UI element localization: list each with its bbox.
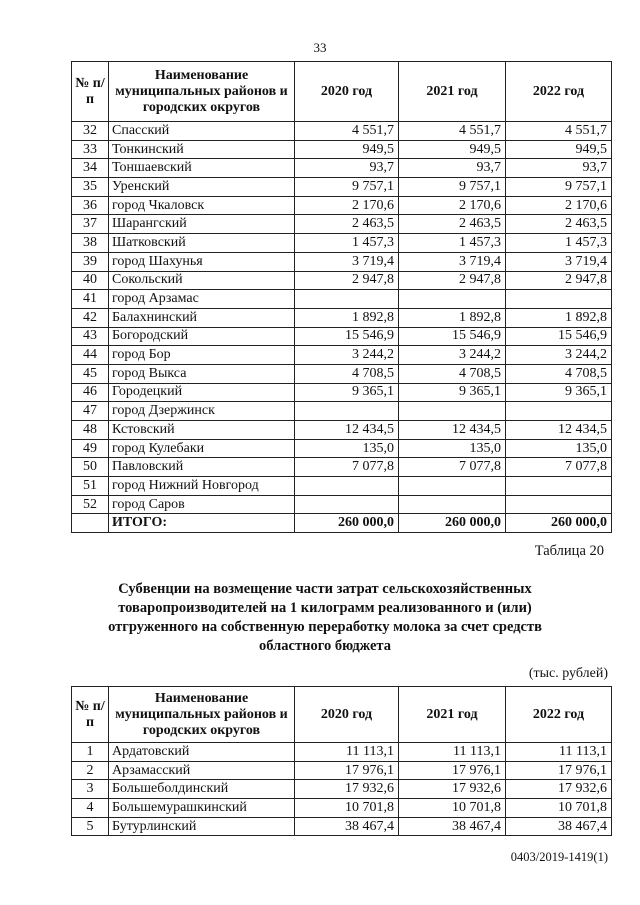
row-value-2022: 93,7 bbox=[506, 159, 612, 178]
row-value-2022: 2 463,5 bbox=[506, 215, 612, 234]
row-value-2020: 2 463,5 bbox=[295, 215, 399, 234]
table-row bbox=[72, 402, 612, 421]
row-value-2022: 38 467,4 bbox=[506, 817, 612, 836]
total-number-cell bbox=[72, 514, 109, 533]
row-value-2020: 2 947,8 bbox=[295, 271, 399, 290]
row-value-2022: 9 757,1 bbox=[506, 178, 612, 197]
row-name: Шатковский bbox=[109, 234, 295, 253]
row-value-2020: 1 892,8 bbox=[295, 308, 399, 327]
row-number: 48 bbox=[72, 421, 109, 440]
row-value-2021: 2 463,5 bbox=[399, 215, 506, 234]
row-value-2020: 3 719,4 bbox=[295, 252, 399, 271]
row-name: город Нижний Новгород bbox=[109, 477, 295, 496]
row-value-2022: 17 932,6 bbox=[506, 780, 612, 799]
table-row bbox=[72, 308, 612, 327]
row-value-2020: 93,7 bbox=[295, 159, 399, 178]
row-value-2020: 17 932,6 bbox=[295, 780, 399, 799]
total-row bbox=[72, 514, 612, 533]
row-number: 37 bbox=[72, 215, 109, 234]
subsidy-table-continued bbox=[71, 61, 612, 533]
row-number: 42 bbox=[72, 308, 109, 327]
row-number: 1 bbox=[72, 743, 109, 762]
table-row bbox=[72, 799, 612, 818]
row-value-2020 bbox=[295, 290, 399, 309]
row-value-2022: 11 113,1 bbox=[506, 743, 612, 762]
row-value-2022: 3 244,2 bbox=[506, 346, 612, 365]
table-row bbox=[72, 234, 612, 253]
row-number: 34 bbox=[72, 159, 109, 178]
row-value-2021: 10 701,8 bbox=[399, 799, 506, 818]
row-value-2022: 135,0 bbox=[506, 439, 612, 458]
unit-label: (тыс. рублей) bbox=[528, 666, 608, 681]
row-value-2022: 15 546,9 bbox=[506, 327, 612, 346]
row-value-2021: 4 708,5 bbox=[399, 364, 506, 383]
row-value-2021: 17 976,1 bbox=[399, 761, 506, 780]
row-number: 40 bbox=[72, 271, 109, 290]
row-value-2022: 2 170,6 bbox=[506, 196, 612, 215]
row-value-2020: 9 757,1 bbox=[295, 178, 399, 197]
row-value-2020: 10 701,8 bbox=[295, 799, 399, 818]
row-number: 36 bbox=[72, 196, 109, 215]
table-row bbox=[72, 159, 612, 178]
row-name: город Арзамас bbox=[109, 290, 295, 309]
header-number: № п/п bbox=[72, 62, 109, 122]
row-value-2020 bbox=[295, 402, 399, 421]
row-value-2020: 4 551,7 bbox=[295, 122, 399, 141]
row-value-2022: 12 434,5 bbox=[506, 421, 612, 440]
table-row bbox=[72, 252, 612, 271]
row-name: Кстовский bbox=[109, 421, 295, 440]
row-number: 38 bbox=[72, 234, 109, 253]
document-code: 0403/2019-1419(1) bbox=[510, 850, 608, 864]
row-name: город Бор bbox=[109, 346, 295, 365]
row-value-2022 bbox=[506, 402, 612, 421]
row-name: Арзамасский bbox=[109, 761, 295, 780]
row-value-2021: 4 551,7 bbox=[399, 122, 506, 141]
row-value-2020: 2 170,6 bbox=[295, 196, 399, 215]
row-value-2020 bbox=[295, 495, 399, 514]
table-row bbox=[72, 383, 612, 402]
row-value-2021: 9 757,1 bbox=[399, 178, 506, 197]
row-value-2020 bbox=[295, 477, 399, 496]
header-2021: 2021 год bbox=[399, 62, 506, 122]
row-value-2020: 4 708,5 bbox=[295, 364, 399, 383]
table-row bbox=[72, 215, 612, 234]
table-row bbox=[72, 817, 612, 836]
table-row bbox=[72, 196, 612, 215]
row-value-2020: 135,0 bbox=[295, 439, 399, 458]
header-2021: 2021 год bbox=[399, 687, 506, 743]
row-name: Тоншаевский bbox=[109, 159, 295, 178]
row-value-2022: 4 551,7 bbox=[506, 122, 612, 141]
row-name: город Кулебаки bbox=[109, 439, 295, 458]
row-value-2020: 7 077,8 bbox=[295, 458, 399, 477]
row-number: 2 bbox=[72, 761, 109, 780]
row-name: город Чкаловск bbox=[109, 196, 295, 215]
row-value-2022: 4 708,5 bbox=[506, 364, 612, 383]
header-name: Наименование муниципальных районов и городских округов bbox=[109, 62, 295, 122]
header-2020: 2020 год bbox=[295, 687, 399, 743]
table-row bbox=[72, 290, 612, 309]
table-row bbox=[72, 743, 612, 762]
row-number: 52 bbox=[72, 495, 109, 514]
row-value-2022: 17 976,1 bbox=[506, 761, 612, 780]
row-name: Богородский bbox=[109, 327, 295, 346]
row-name: Тонкинский bbox=[109, 140, 295, 159]
table-row bbox=[72, 761, 612, 780]
row-name: Сокольский bbox=[109, 271, 295, 290]
table-row bbox=[72, 439, 612, 458]
row-value-2021: 1 892,8 bbox=[399, 308, 506, 327]
total-label: ИТОГО: bbox=[109, 514, 295, 533]
row-value-2022 bbox=[506, 290, 612, 309]
row-name: город Шахунья bbox=[109, 252, 295, 271]
row-number: 49 bbox=[72, 439, 109, 458]
row-name: город Выкса bbox=[109, 364, 295, 383]
total-2022: 260 000,0 bbox=[506, 514, 612, 533]
row-name: Балахнинский bbox=[109, 308, 295, 327]
row-name: город Дзержинск bbox=[109, 402, 295, 421]
row-value-2020: 11 113,1 bbox=[295, 743, 399, 762]
table-row bbox=[72, 780, 612, 799]
row-value-2021 bbox=[399, 477, 506, 496]
table-header-row bbox=[72, 62, 612, 122]
row-value-2020: 17 976,1 bbox=[295, 761, 399, 780]
header-2022: 2022 год bbox=[506, 62, 612, 122]
header-2020: 2020 год bbox=[295, 62, 399, 122]
row-value-2021: 93,7 bbox=[399, 159, 506, 178]
row-number: 33 bbox=[72, 140, 109, 159]
row-value-2021: 7 077,8 bbox=[399, 458, 506, 477]
row-value-2021: 3 719,4 bbox=[399, 252, 506, 271]
row-name: Ардатовский bbox=[109, 743, 295, 762]
row-value-2022: 949,5 bbox=[506, 140, 612, 159]
row-name: Шарангский bbox=[109, 215, 295, 234]
table-row bbox=[72, 122, 612, 141]
row-value-2020: 9 365,1 bbox=[295, 383, 399, 402]
table-row bbox=[72, 421, 612, 440]
row-number: 39 bbox=[72, 252, 109, 271]
row-number: 5 bbox=[72, 817, 109, 836]
row-value-2021 bbox=[399, 495, 506, 514]
row-name: Большемурашкинский bbox=[109, 799, 295, 818]
row-value-2021 bbox=[399, 290, 506, 309]
table-row bbox=[72, 495, 612, 514]
row-value-2022: 2 947,8 bbox=[506, 271, 612, 290]
row-value-2022 bbox=[506, 477, 612, 496]
row-value-2021: 17 932,6 bbox=[399, 780, 506, 799]
row-value-2021: 15 546,9 bbox=[399, 327, 506, 346]
row-value-2020: 38 467,4 bbox=[295, 817, 399, 836]
row-value-2021: 9 365,1 bbox=[399, 383, 506, 402]
header-2022: 2022 год bbox=[506, 687, 612, 743]
header-number: № п/п bbox=[72, 687, 109, 743]
row-value-2020: 3 244,2 bbox=[295, 346, 399, 365]
row-value-2021: 1 457,3 bbox=[399, 234, 506, 253]
row-name: Большеболдинский bbox=[109, 780, 295, 799]
row-value-2021 bbox=[399, 402, 506, 421]
header-name: Наименование муниципальных районов и городских округов bbox=[109, 687, 295, 743]
row-name: город Саров bbox=[109, 495, 295, 514]
row-number: 47 bbox=[72, 402, 109, 421]
row-value-2021: 135,0 bbox=[399, 439, 506, 458]
table-row bbox=[72, 364, 612, 383]
row-number: 44 bbox=[72, 346, 109, 365]
table-row bbox=[72, 458, 612, 477]
page-number: 33 bbox=[313, 40, 327, 55]
table-row bbox=[72, 477, 612, 496]
row-value-2022 bbox=[506, 495, 612, 514]
row-value-2021: 11 113,1 bbox=[399, 743, 506, 762]
row-value-2020: 12 434,5 bbox=[295, 421, 399, 440]
row-value-2022: 9 365,1 bbox=[506, 383, 612, 402]
row-value-2022: 1 892,8 bbox=[506, 308, 612, 327]
row-number: 41 bbox=[72, 290, 109, 309]
row-value-2021: 2 947,8 bbox=[399, 271, 506, 290]
row-number: 4 bbox=[72, 799, 109, 818]
row-name: Спасский bbox=[109, 122, 295, 141]
row-value-2022: 7 077,8 bbox=[506, 458, 612, 477]
row-name: Бутурлинский bbox=[109, 817, 295, 836]
milk-subsidy-table bbox=[71, 686, 612, 836]
row-number: 32 bbox=[72, 122, 109, 141]
row-value-2022: 3 719,4 bbox=[506, 252, 612, 271]
row-number: 45 bbox=[72, 364, 109, 383]
table-row bbox=[72, 140, 612, 159]
table-row bbox=[72, 178, 612, 197]
row-value-2022: 10 701,8 bbox=[506, 799, 612, 818]
row-value-2020: 1 457,3 bbox=[295, 234, 399, 253]
row-name: Городецкий bbox=[109, 383, 295, 402]
row-number: 50 bbox=[72, 458, 109, 477]
table-header-row bbox=[72, 687, 612, 743]
total-2020: 260 000,0 bbox=[295, 514, 399, 533]
row-value-2021: 12 434,5 bbox=[399, 421, 506, 440]
row-number: 35 bbox=[72, 178, 109, 197]
row-value-2020: 15 546,9 bbox=[295, 327, 399, 346]
row-number: 46 bbox=[72, 383, 109, 402]
table-label: Таблица 20 bbox=[534, 543, 604, 559]
table-row bbox=[72, 271, 612, 290]
table-row bbox=[72, 327, 612, 346]
row-value-2021: 949,5 bbox=[399, 140, 506, 159]
section-title: Субвенции на возмещение части затрат сельскохозяйственных товаропроизводителей на 1 килограмм реализованного и (или) отгруженного на собственную переработку молока за счет средств областного бюджета bbox=[108, 581, 542, 654]
table-row bbox=[72, 346, 612, 365]
row-number: 3 bbox=[72, 780, 109, 799]
row-value-2022: 1 457,3 bbox=[506, 234, 612, 253]
row-number: 43 bbox=[72, 327, 109, 346]
row-value-2020: 949,5 bbox=[295, 140, 399, 159]
total-2021: 260 000,0 bbox=[399, 514, 506, 533]
row-name: Павловский bbox=[109, 458, 295, 477]
row-value-2021: 3 244,2 bbox=[399, 346, 506, 365]
row-value-2021: 38 467,4 bbox=[399, 817, 506, 836]
row-number: 51 bbox=[72, 477, 109, 496]
row-value-2021: 2 170,6 bbox=[399, 196, 506, 215]
row-name: Уренский bbox=[109, 178, 295, 197]
